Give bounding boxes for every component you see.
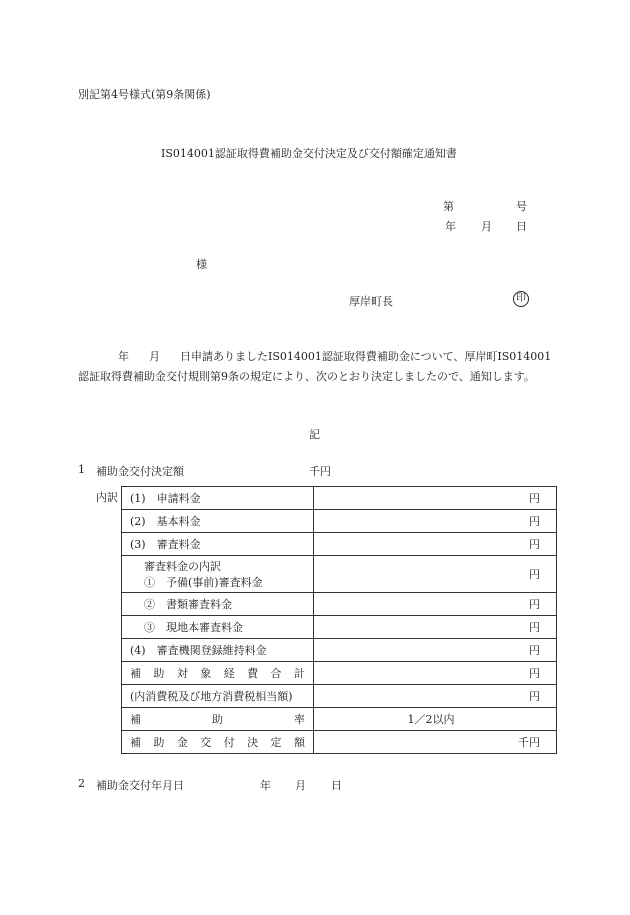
- table-row: [122, 510, 557, 533]
- item1-label: 補助金交付決定額: [96, 465, 184, 478]
- spread-char: 助: [153, 736, 165, 749]
- item2-month: 月: [295, 779, 306, 792]
- date-day: 日: [516, 220, 527, 233]
- row-value: 円: [314, 510, 557, 533]
- row-value: 円: [314, 487, 557, 510]
- item2-label: 補助金交付年月日: [96, 779, 184, 792]
- row-value: 円: [314, 533, 557, 556]
- issuer-name: 厚岸町長: [349, 295, 393, 308]
- spread-char: 額: [293, 736, 305, 749]
- body-month: 月: [149, 350, 160, 363]
- row-value: 円: [314, 639, 557, 662]
- spread-char: 率: [294, 713, 305, 726]
- breakdown-table: [121, 486, 557, 754]
- spread-text: [130, 734, 305, 750]
- breakdown-label: 内訳: [96, 491, 118, 504]
- spread-char: 交: [200, 736, 212, 749]
- table-row: [122, 616, 557, 639]
- row-label: ③ 現地本審査料金: [144, 621, 243, 634]
- row-label: (4) 審査機関登録維持料金: [122, 639, 314, 662]
- row-label: (2) 基本料金: [122, 510, 314, 533]
- item1-number: 1: [78, 463, 85, 476]
- row-value: 円: [314, 662, 557, 685]
- spread-char: 計: [293, 667, 305, 680]
- row-value: 1／2以内: [314, 708, 557, 731]
- row-label-spread: [122, 731, 314, 754]
- spread-char: 象: [200, 667, 212, 680]
- spread-char: 助: [153, 667, 165, 680]
- spread-char: 対: [176, 667, 188, 680]
- table-row: [122, 731, 557, 754]
- row-label: (3) 審査料金: [122, 533, 314, 556]
- date-month: 月: [481, 220, 492, 233]
- row-value: 円: [314, 556, 557, 593]
- row-value: 千円: [314, 731, 557, 754]
- spread-text: [130, 665, 305, 681]
- row-label-wrap: [122, 593, 314, 616]
- spread-char: 補: [130, 667, 141, 680]
- spread-char: 補: [130, 736, 141, 749]
- spread-char: 定: [270, 736, 282, 749]
- doc-number-dai: 第: [443, 200, 454, 213]
- date-year: 年: [445, 220, 456, 233]
- table-row: [122, 593, 557, 616]
- table-row: [122, 487, 557, 510]
- body-year: 年: [118, 350, 129, 363]
- spread-text: [130, 711, 305, 727]
- spread-char: 付: [223, 736, 235, 749]
- spread-char: 決: [247, 736, 259, 749]
- spread-char: 金: [176, 736, 188, 749]
- spread-char: 補: [130, 713, 141, 726]
- spread-char: 経: [223, 667, 235, 680]
- row-label-line2: ① 予備(事前)審査料金: [144, 576, 263, 589]
- spread-char: 費: [247, 667, 259, 680]
- document-title: IS014001認証取得費補助金交付決定及び交付額確定通知書: [161, 147, 457, 160]
- table-row: [122, 556, 557, 593]
- item2-year: 年: [260, 779, 271, 792]
- row-label: ② 書類審査料金: [144, 598, 232, 611]
- row-label-wrap: [122, 616, 314, 639]
- table-row: [122, 662, 557, 685]
- body-text: 日申請ありましたIS014001認証取得費補助金について、厚岸町IS014001認証取得費補助金交付規則第9条の規定により、次のとおり決定しましたので、通知します。: [78, 350, 552, 383]
- row-value: 円: [314, 593, 557, 616]
- table-row: [122, 639, 557, 662]
- addressee-suffix: 様: [196, 258, 207, 271]
- doc-number-go: 号: [516, 200, 527, 213]
- row-label-line1: 審査料金の内訳: [144, 560, 221, 573]
- row-label-spread: [122, 708, 314, 731]
- row-label: (内消費税及び地方消費税相当額): [122, 685, 314, 708]
- seal-stamp: 印: [513, 291, 529, 307]
- row-label-multiline: [122, 556, 314, 593]
- row-label-spread: [122, 662, 314, 685]
- row-label: (1) 申請料金: [122, 487, 314, 510]
- item1-unit: 千円: [309, 465, 331, 478]
- item2-day: 日: [331, 779, 342, 792]
- spread-char: 合: [270, 667, 282, 680]
- table-row: [122, 708, 557, 731]
- table-row: [122, 685, 557, 708]
- row-value: 円: [314, 616, 557, 639]
- table-row: [122, 533, 557, 556]
- form-reference: 別記第4号様式(第9条関係): [78, 88, 211, 101]
- notification-body: [78, 347, 554, 387]
- ki-heading: 記: [309, 428, 320, 441]
- item2-number: 2: [78, 777, 85, 790]
- row-value: 円: [314, 685, 557, 708]
- spread-char: 助: [212, 713, 223, 726]
